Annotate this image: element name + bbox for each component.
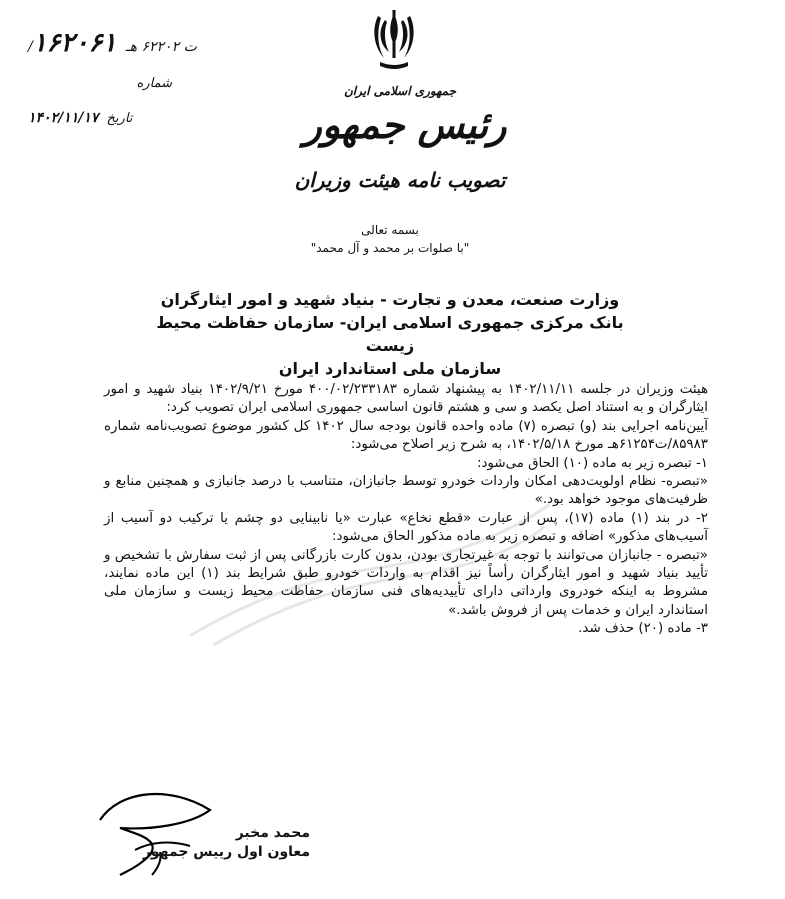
document-type: تصویب نامه هیئت وزیران (294, 168, 506, 192)
item-1-note: «تبصره- نظام اولویت‌دهی امکان واردات خودرو توسط جانبازان، متناسب با درصد جانبازی و همچنین منابع و ظرفیت‌های موجود خواهد بود.» (104, 474, 708, 508)
recipients-block (150, 288, 630, 380)
country-title: جمهوری اسلامی ایران (343, 84, 457, 98)
recipient-line: وزارت صنعت، معدن و تجارت - بنیاد شهید و امور ایثارگران (160, 290, 620, 309)
recipient-line: بانک مرکزی جمهوری اسلامی ایران- سازمان حفاظت محیط زیست (156, 313, 624, 355)
bismillah: بسمه تعالی (361, 223, 419, 237)
decree-paragraph: آیین‌نامه اجرایی بند (و) تبصره (۷) ماده واحده قانون بودجه سال ۱۴۰۲ کل کشور موضوع تصویب‌نامه شماره ۸۵۹۸۳/ت۶۱۲۵۴هـ مورخ ۱۴۰۲/۵/۱۸، به شرح زیر اصلاح می‌شود: (104, 418, 708, 453)
reference-number (28, 28, 318, 58)
recipient-line: سازمان ملی استاندارد ایران (278, 359, 502, 378)
item-2: ۲- در بند (۱) ماده (۱۷)، پس از عبارت «قطع نخاع» عبارت «یا نابینایی دو چشم یا ترکیب دو آسیب از آسیب‌های مذکور» اضافه و تبصره زیر به ماده مذکور الحاق می‌شود: (104, 510, 708, 545)
iran-emblem-icon (372, 10, 416, 72)
intro-paragraph: هیئت وزیران در جلسه ۱۴۰۲/۱۱/۱۱ به پیشنهاد شماره ۴۰۰/۰۲/۲۳۳۱۸۳ مورخ ۱۴۰۲/۹/۲۱ بنیاد شهید و امور ایثارگران و به استناد اصل یکصد و سی و هشتم قانون اساسی جمهوری اسلامی ایران تصویب کرد: (104, 382, 708, 416)
signatory-title: معاون اول رییس جمهور (142, 844, 310, 860)
date-label: تاریخ (106, 111, 133, 126)
signatory-name: محمد مخبر (235, 825, 310, 841)
date-value: ۱۴۰۲/۱۱/۱۷ (28, 110, 99, 126)
item-3: ۳- ماده (۲۰) حذف شد. (578, 621, 708, 637)
item-2-note: «تبصره - جانبازان می‌توانند با توجه به غیرتجاری بودن، بدون کارت بازرگانی پس از ثبت سفارش با تشخیص و تأیید بنیاد شهید و امور ایثارگران رأساً نیز اقدام به واردات خودرو طبق شرایط بند (۱) این ماده نمایند، مشروط به اینکه خودروی وارداتی دارای تأییدیه‌های فنی سازمان حفاظت محیط زیست و سازمان ملی استاندارد ایران و خدمات پس از فروش باشد.» (104, 547, 708, 618)
number-prefix: /ت ۶۲۲۰۲ هـ (28, 39, 197, 55)
date-row (28, 110, 218, 126)
salawat: "با صلوات بر محمد و آل محمد" (310, 241, 470, 255)
handwritten-number: ۱۶۲۰۶۱ (32, 28, 117, 58)
number-label: شماره (136, 76, 172, 91)
decree-body (104, 381, 708, 639)
item-1: ۱- تبصره زیر به ماده (۱۰) الحاق می‌شود: (476, 455, 708, 471)
office-title: رئیس جمهور (303, 102, 507, 147)
